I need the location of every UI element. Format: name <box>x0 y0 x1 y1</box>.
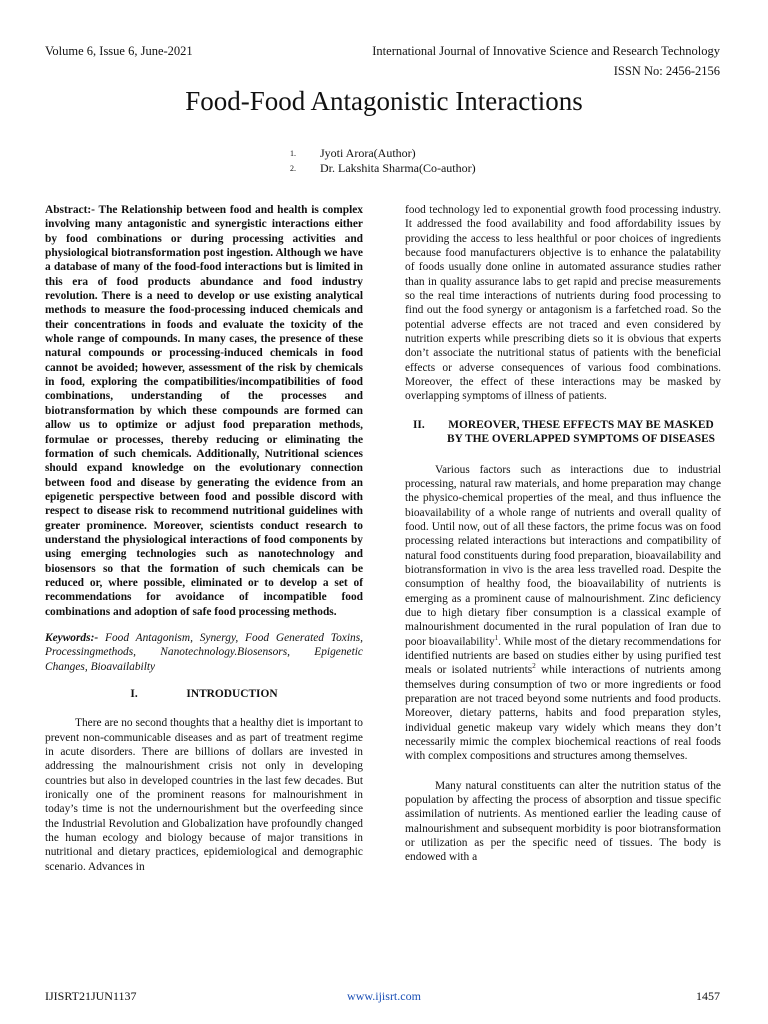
author-name: Dr. Lakshita Sharma(Co-author) <box>320 161 476 175</box>
keywords-text: Food Antagonism, Synergy, Food Generated Toxins, Processingmethods, Nanotechnology.Biosensors, Epigenetic Changes, Bioavailabilty <box>45 631 363 673</box>
paper-title: Food-Food Antagonistic Interactions <box>185 86 583 116</box>
keywords-label: Keywords:- <box>45 631 99 644</box>
section-number: II. <box>413 418 425 431</box>
paragraph-text: . While most of the dietary recommendations for identified nutrients are based on studies either by using purified test meals or isolated nutrients <box>405 635 721 677</box>
section-title: INTRODUCTION <box>186 688 278 700</box>
section-title: MOREOVER, THESE EFFECTS MAY BE MASKED BY THE OVERLAPPED SYMPTOMS OF DISEASES <box>446 418 716 446</box>
paragraph-text: Various factors such as interactions due to industrial processing, natural raw materials, and home preparation may change the physico-chemical properties of the meal, and thus influence the bioavailability of a whole range of nutrients and overall quality of food. Until now, out of all these factors, the prime focus was on food processing related interactions but interactions and compatibility of natural food constituents during food preparation, bioavailability and biotransformation in vivo is the area less travelled road. Despite the consumption of healthy food, the bioavailability of nutrients is emerging as a prominent cause of malnourishment. Zinc deficiency due to high dietary fiber consumption is a classical example of malnourishment documented in the rural population of Iran due to poor bioavailability <box>405 463 721 648</box>
journal-volume: Volume 6, Issue 6, June-2021 <box>45 44 193 58</box>
paragraph-text: while interactions of nutrients among themselves during consumption of two or more ingredients or food preparation are not traced beyond some nutrients and food products. Moreover, dietary patterns, habits and food preparation styles, individual genetic makeup vary widely which means they don’t necessarily mimic the complex biochemical reactions of real foods with complex compositions and structures among themselves. <box>405 664 721 763</box>
author-name: Jyoti Arora(Author) <box>320 146 416 160</box>
issn: ISSN No: 2456-2156 <box>613 64 720 78</box>
paper-id: IJISRT21JUN1137 <box>45 989 137 1003</box>
citation-1: 1 <box>494 633 499 642</box>
author-1 <box>290 146 476 161</box>
author-list <box>290 146 476 176</box>
abstract: Abstract:- The Relationship between food and health is complex involving many antagonistic and synergistic interactions either by food combinations or during processing activities and physiological biotransformation post ingestion. Although we have a database of many of the food-food interactions but is limited in this era of food products abundance and food industry revolution. There is a need to develop or use existing analytical methods to measure the food-processing induced chemicals and their concentrations in foods and evaluate the toxicity of the whole range of compounds. In many cases, the presence of these natural compounds or processing-induced chemicals in food cannot be avoided; however, assessment of the risk by chemicals in food, exploring the compatibilities/incompatibilities of food combinations, understanding of the processes and biotransformation by which these compounds are formed can allow us to optimize or adjust food preparation methods, formulae or processes, thereby reducing or eliminating the formation of such chemicals. Additionally, Nutritional sciences should expand knowledge on the evolutionary connection between food and disease by generating the evidence from an epigenetic perspective between food and possible discord with respect to disease risk to recommend nutritional guidelines with greater prominence. Moreover, scientists conduct research to understand the physiological interactions of food components by using emerging technologies such as nanotechnology and biosensors so that the formation of such chemicals can be reduced or, where possible, eliminated or to develop a set of recommendations for avoidance of incompatible food combinations and adoption of safe food processing methods. <box>45 204 363 618</box>
section-number: I. <box>130 688 138 700</box>
author-2 <box>290 161 476 176</box>
author-number: 1. <box>290 149 296 158</box>
body-paragraph <box>405 463 721 764</box>
right-column <box>405 203 721 865</box>
section-heading-2 <box>405 418 721 447</box>
left-column <box>45 203 363 874</box>
body-paragraph: food technology led to exponential growth food processing industry. It addressed the food availability and food affordability issues by providing the access to less healthful or poor choices of ingredients because food manufacturers objective is to enhance the palatability of foods usually done online in automated assurance studies rather than in quality assurance labs to get rapid and precise measurements so the real time interactions of nutrients during food processing to find out the food synergy or antagonism is a farfetched road. So the potential adverse effects are not traced and even considered by nutrition experts while prescribing diets so it is obvious that experts don’t associate the nutritional status of patients with the beneficial effects or adverse consequences of various food combinations. Moreover, the effect of these interactions may be masked by overlapping symptoms of illness of patients. <box>405 204 721 403</box>
author-number: 2. <box>290 164 296 173</box>
citation-2: 2 <box>532 662 536 671</box>
page-number: 1457 <box>696 989 720 1003</box>
body-paragraph: Many natural constituents can alter the nutrition status of the population by affecting the process of absorption and tissue specific assimilation of nutrients. As mentioned earlier the leading cause of malnourishment and subsequent morbidity is poor biotransformation or utilization as per the specific need of tissues. The body is endowed with a <box>405 779 721 864</box>
section-heading-introduction <box>45 687 363 701</box>
keywords <box>45 631 363 674</box>
introduction-paragraph: There are no second thoughts that a healthy diet is important to prevent non-communicable diseases and as part of treatment regime in acute disorders. There are billions of dollars are invested in addressing the malnourishment crisis not only in developing countries but also in developed countries in the last few decades. But ironically one of the prominent reasons for malnourishment in today’s time is not the undernourishment but the overfeeding since the Industrial Revolution and Globalization have profoundly changed the human ecology and biology because of major transitions in nutritional and dietary practices, epidemiological and demographic scenario. Advances in <box>45 717 363 873</box>
journal-url-link[interactable]: www.ijisrt.com <box>347 989 421 1003</box>
journal-name: International Journal of Innovative Science and Research Technology <box>372 44 720 58</box>
